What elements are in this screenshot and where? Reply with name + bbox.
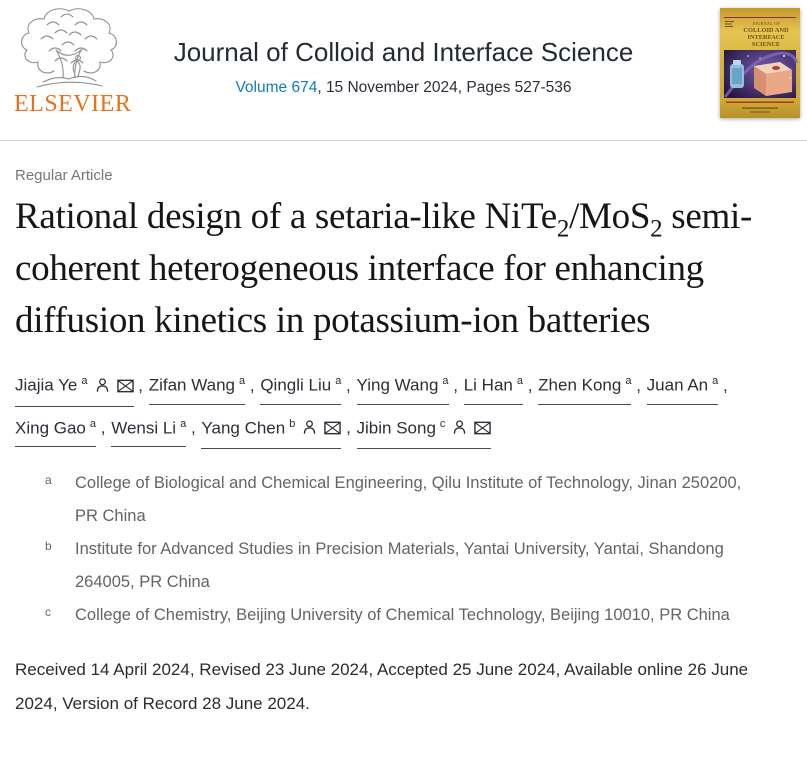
journal-cover-art bbox=[720, 8, 800, 118]
elsevier-wordmark[interactable]: ELSEVIER bbox=[14, 91, 132, 117]
email-icon[interactable] bbox=[324, 420, 341, 439]
person-icon[interactable] bbox=[302, 420, 317, 439]
affiliation-list bbox=[15, 467, 792, 632]
article-title: Rational design of a setaria-like NiTe$_2$/MoS$_2$ semi-coherent heterogeneous interface for enhancing diffusion kinetics in potassium-ion batteries bbox=[15, 196, 752, 341]
affiliation-row bbox=[45, 599, 760, 632]
author-link[interactable] bbox=[357, 364, 449, 405]
author-link[interactable] bbox=[357, 407, 492, 450]
author-affiliation-sup: b bbox=[289, 417, 296, 430]
author-link[interactable] bbox=[15, 407, 96, 448]
author-name[interactable]: Wensi Li bbox=[111, 418, 177, 438]
svg-text:SCIENCE: SCIENCE bbox=[751, 41, 781, 48]
author-affiliation-sup: a bbox=[625, 375, 632, 387]
author-separator: , bbox=[190, 418, 201, 438]
svg-text:INTERFACE: INTERFACE bbox=[747, 34, 785, 41]
author-name[interactable]: Ying Wang bbox=[356, 375, 439, 395]
affiliation-text: College of Chemistry, Beijing University of Chemical Technology, Beijing 10010, PR China bbox=[75, 606, 730, 625]
author-separator: , bbox=[346, 375, 356, 395]
volume-link[interactable]: Volume 674 bbox=[235, 78, 318, 96]
article-dates: Received 14 April 2024, Revised 23 June 2024, Accepted 25 June 2024, Available online 26 June 2024, Version of Record 28 June 2024. bbox=[15, 660, 749, 714]
journal-cover-thumbnail[interactable] bbox=[720, 8, 800, 118]
email-icon[interactable] bbox=[117, 378, 134, 397]
author-name[interactable]: Juan An bbox=[646, 375, 709, 395]
author-separator: , bbox=[346, 418, 356, 438]
author-affiliation-sup: a bbox=[442, 375, 449, 387]
author-affiliation-sup: a bbox=[335, 375, 342, 387]
svg-text:JOURNAL OF: JOURNAL OF bbox=[752, 21, 780, 26]
author-affiliation-sup: a bbox=[89, 417, 97, 430]
person-icon[interactable] bbox=[452, 420, 467, 439]
affiliation-sup: b bbox=[45, 539, 52, 554]
affiliation-row bbox=[45, 533, 760, 599]
author-affiliation-sup: a bbox=[712, 375, 719, 387]
author-name[interactable]: Qingli Liu bbox=[260, 375, 332, 395]
article-type-label: Regular Article bbox=[15, 167, 113, 184]
affiliation-sup: c bbox=[45, 605, 51, 620]
author-list bbox=[15, 364, 792, 449]
journal-header bbox=[0, 0, 807, 141]
author-name[interactable]: Jibin Song bbox=[356, 418, 436, 438]
author-affiliation-sup: a bbox=[180, 417, 187, 430]
journal-masthead bbox=[104, 38, 704, 97]
author-separator: , bbox=[249, 375, 260, 395]
author-affiliation-sup: c bbox=[439, 417, 446, 430]
author-separator: , bbox=[636, 375, 646, 395]
author-name[interactable]: Xing Gao bbox=[15, 418, 86, 438]
author-separator: , bbox=[453, 375, 463, 395]
author-link[interactable] bbox=[149, 364, 245, 405]
affiliation-text: College of Biological and Chemical Engineering, Qilu Institute of Technology, Jinan 250200, PR China bbox=[75, 474, 742, 526]
journal-title-link[interactable]: Journal of Colloid and Interface Science bbox=[173, 37, 634, 67]
author-separator: , bbox=[100, 418, 111, 438]
author-name[interactable]: Zifan Wang bbox=[148, 375, 235, 395]
author-name[interactable]: Yang Chen bbox=[201, 418, 286, 438]
author-separator: , bbox=[138, 375, 148, 395]
author-affiliation-sup: a bbox=[239, 375, 246, 387]
affiliation-text: Institute for Advanced Studies in Precision Materials, Yantai University, Yantai, Shandong 264005, PR China bbox=[75, 540, 724, 592]
author-affiliation-sup: a bbox=[516, 375, 523, 387]
author-name[interactable]: Zhen Kong bbox=[538, 375, 622, 395]
svg-text:COLLOID AND: COLLOID AND bbox=[743, 27, 789, 34]
affiliation-sup: a bbox=[45, 473, 52, 488]
author-affiliation-sup: a bbox=[81, 375, 88, 387]
article-front-matter bbox=[0, 167, 807, 721]
author-link[interactable] bbox=[464, 364, 523, 405]
author-link[interactable] bbox=[538, 364, 631, 405]
author-link[interactable] bbox=[260, 364, 341, 405]
author-link[interactable] bbox=[15, 364, 134, 407]
author-link[interactable] bbox=[201, 407, 341, 450]
author-name[interactable]: Jiajia Ye bbox=[15, 375, 78, 395]
author-link[interactable] bbox=[647, 364, 719, 405]
author-separator: , bbox=[722, 375, 728, 395]
email-icon[interactable] bbox=[474, 420, 491, 439]
affiliation-row bbox=[45, 467, 760, 533]
issue-meta bbox=[104, 79, 704, 97]
person-icon[interactable] bbox=[95, 378, 110, 397]
issue-details: , 15 November 2024, Pages 527-536 bbox=[317, 78, 572, 96]
author-separator: , bbox=[527, 375, 538, 395]
author-link[interactable] bbox=[111, 407, 186, 448]
author-name[interactable]: Li Han bbox=[463, 375, 513, 395]
